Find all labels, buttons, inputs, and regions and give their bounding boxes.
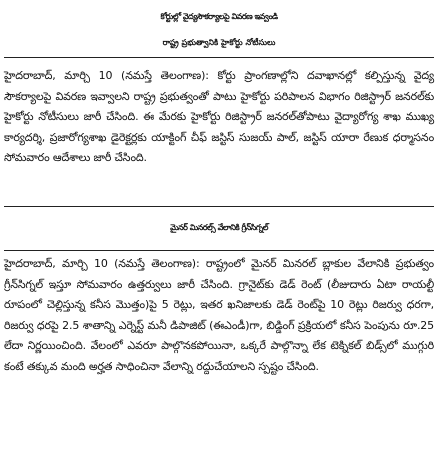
- story2-body: హైదరాబాద్, మార్చి 10 (నమస్తే తెలంగాణ): రాష్ట్రంలో మైనర్ మినరల్ బ్లాకుల వేలానికి ప్రభుత్వం గ్రీన్‌సిగ్నల్ ఇస్తూ సోమవారం ఉత్తర్వులు జారీ చేసింది. గ్రానైట్‌కు డెడ్ రెంట్ (లీజుదారు ఏటా రాయల్టీ రూపంలో చెల్లిస్తున్న కనీస మొత్తం)పై 5 రెట్లు, ఇతర ఖనిజాలకు డెడ్ రెంట్‌పై 10 రెట్లు రిజర్వు ధరగా, రిజర్వు ధరపై 2.5 శాతాన్ని ఎర్నెస్ట్ మనీ డిపాజిట్ (ఈఎండీ)గా, బిడ్డింగ్ ప్రక్రియలో కనీస పెంపును రూ.25 లేదా నిర్ణయించింది. వేలంలో ఎవరూ పాల్గొనకపోయినా, ఒక్కరే పాల్గొన్నా లేక టెక్నికల్ బిడ్స్‌లో ముగ్గురి కంటే తక్కువ మంది అర్హత సాధించినా వేలాన్ని రద్దుచేయాలని స్పష్టం చేసింది.: [4, 257, 434, 373]
- story1-divider: [4, 57, 434, 58]
- story1-headline: కోర్టుల్లో వైద్యసౌకర్యాలపై వివరణ ఇవ్వండి: [160, 12, 278, 21]
- section-divider: [4, 206, 434, 207]
- story1-subheadline: రాష్ట్ర ప్రభుత్వానికి హైకోర్టు నోటీసులు: [162, 38, 276, 47]
- story1-body: హైదరాబాద్, మార్చి 10 (నమస్తే తెలంగాణ): కోర్టు ప్రాంగణాల్లోని దవాఖానల్లో కల్పిస్తున్న వైద్య సౌకర్యాలపై వివరణ ఇవ్వాలని రాష్ట్ర ప్రభుత్వంతో పాటు హైకోర్టు పరిపాలన విభాగం రిజిస్ట్రార్ జనరల్‌కు హైకోర్టు నోటీసులు జారీ చేసింది. ఈ మేరకు హైకోర్టు రిజిస్ట్రార్ జనరల్‌తోపాటు వైద్యారోగ్య శాఖ ముఖ్య కార్యదర్శి, ప్రజారోగ్యశాఖ డైరెక్టర్లకు యాక్టింగ్ చీఫ్ జస్టిస్ సుజయ్ పాల్, జస్టిస్ యారా రేణుక ధర్మాసనం సోమవారం ఆదేశాలు జారీ చేసింది.: [4, 69, 434, 164]
- story2-divider: [4, 250, 434, 251]
- story2-headline: మైనర్ మినరల్స్ వేలానికి గ్రీన్‌సిగ్నల్: [170, 223, 268, 232]
